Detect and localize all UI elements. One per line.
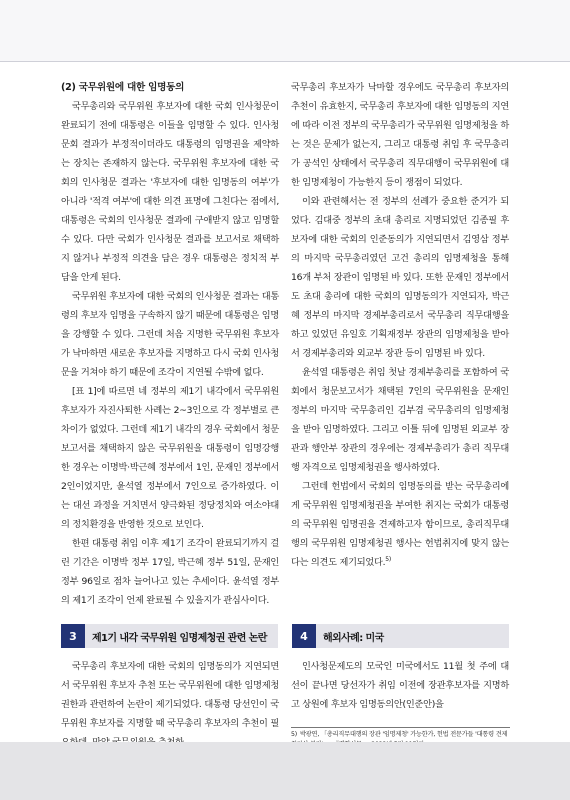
paragraph: 국무총리와 국무위원 후보자에 대한 국회 인사청문이 완료되기 전에 대통령은 이들을 임명할 수 있다. 인사청문회 결과가 부정적이더라도 대통령의 임명권을 제약하는 장치는 존재하지 않는다. 국무위원 후보자에 대한 국회의 인사청문 결과는 '후보자에 대한 임명동의 여부'가 아니라 '적격 여부'에 대한 의견 표명에 그친다는 점에서, 대통령은 국회의 인사청문 결과에 구애받지 않고 임명할 수 있다. 다만 국회가 인사청문 결과를 보고서로 채택하지 않거나 부정적 의견을 담은 경우 대통령은 정치적 부담을 안게 된다. bbox=[61, 101, 279, 283]
subsection-title: (2) 국무위원에 대한 임명동의 bbox=[61, 82, 185, 93]
footnote-divider bbox=[291, 727, 510, 728]
section-4-body bbox=[291, 657, 509, 714]
paragraph: 국무위원 후보자에 대한 국회의 인사청문 결과는 대통령의 후보자 임명을 구속하지 않기 때문에 대통령은 임명을 강행할 수 있다. 그런데 처음 지명한 국무위원 후보자가 낙마하면 새로운 후보자를 지명하고 다시 국회 인사청문을 거쳐야 하기 때문에 조각이 지연될 수밖에 없다. bbox=[61, 291, 279, 378]
footnote-text: 박광연, 「총리직무대행의 장관 '임명제청' 가능한가, 헌법 전문가들 '대통령 견제 bbox=[300, 731, 508, 738]
right-column bbox=[291, 78, 509, 572]
header-divider bbox=[0, 61, 570, 62]
page-header-band bbox=[0, 0, 570, 62]
section-3-heading bbox=[61, 624, 278, 648]
paragraph: 인사청문제도의 모국인 미국에서도 11월 첫 주에 대선이 끝나면 당선자가 취임 이전에 장관후보자를 지명하고 상원에 후보자 임명동의안(인준안)을 bbox=[291, 661, 509, 710]
paragraph: [표 1]에 따르면 네 정부의 제1기 내각에서 국무위원 후보자가 자진사퇴한 사례는 2~3인으로 각 정부별로 큰 차이가 없었다. 그런데 제1기 내각의 경우 국회에서 청문보고서를 채택하지 않은 국무위원을 대통령이 임명강행한 경우는 이명박·박근혜 정부에서 1인, 문재인 정부에서 2인이었지만, 윤석열 정부에서 7인으로 증가하였다. 이는 대선 과정을 거치면서 양극화된 정당정치와 여소야대의 정치환경을 반영한 것으로 보인다. bbox=[61, 386, 279, 530]
left-column bbox=[61, 78, 279, 610]
paragraph: 한편 대통령 취임 이후 제1기 조각이 완료되기까지 걸린 기간은 이명박 정부 17일, 박근혜 정부 51일, 문재인 정부 96일로 점차 늘어나고 있는 추세이다. 윤석열 정부의 제1기 조각이 언제 완료될 수 있을지가 관심사이다. bbox=[61, 538, 279, 606]
paragraph: 국무총리 후보자가 낙마할 경우에도 국무총리 후보자의 추천이 유효한지, 국무총리 후보자에 대한 임명동의 지연에 따라 이전 정부의 국무총리가 국무위원 임명제청을 하는 것은 문제가 없는지, 그리고 대통령 취임 후 국무총리가 공석인 상태에서 국무총리 직무대행이 국무위원에 대한 임명제청이 가능한지 등이 쟁점이 되었다. bbox=[291, 82, 509, 188]
paragraph: 국무총리 후보자에 대한 국회의 임명동의가 지연되면서 국무위원 후보자 추천 또는 국무위원에 대한 임명제청 권한과 관련하여 논란이 제기되었다. 대통령 당선인이 국무위원 후보자를 지명할 때 국무총리 후보자의 추천이 필 bbox=[61, 661, 279, 729]
paragraph: 이와 관련해서는 전 정부의 선례가 중요한 준거가 되었다. 김대중 정부의 초대 총리로 지명되었던 김종필 후보자에 대한 국회의 인준동의가 지연되면서 김영삼 정부의 마지막 국무총리였던 고건 총리의 임명제청을 통해 16개 부처 장관이 임명된 바 있다. 또한 문재인 정부에서도 초대 총리에 대한 국회의 임명동의가 지연되자, 박근혜 정부의 마지막 경제부총리로서 국무총리 직무대행을 하고 있었던 유일호 기획재정부 장관의 임명제청을 받아서 경제부총리와 외교부 장관 등이 임명된 바 있다. bbox=[291, 196, 509, 359]
paragraph-with-footnote bbox=[291, 477, 509, 572]
section-title: 제1기 내각 국무위원 임명제청권 관련 논란 bbox=[92, 632, 267, 644]
section-3-body bbox=[61, 657, 279, 752]
paragraph: 윤석열 대통령은 취임 첫날 경제부총리를 포함하여 국회에서 청문보고서가 채택된 7인의 국무위원을 문재인 정부의 마지막 국무총리인 김부겸 국무총리의 임명제청을 받아 임명하였다. 그리고 이틀 뒤에 임명된 외교부 장관과 행안부 장관의 경우에는 경제부총리가 총리 직무대행 자격으로 임명제청권을 행사하였다. bbox=[291, 367, 509, 473]
footnote-number: 5) bbox=[291, 731, 297, 738]
section-number: 3 bbox=[61, 624, 85, 648]
paragraph-text: 그런데 헌법에서 국회의 임명동의를 받는 국무총리에게 국무위원 임명제청권을 부여한 취지는 국회가 대통령의 국무위원 임명권을 견제하고자 함이므로, 총리직무대행의 국무위원 임명제청권 행사는 헌법취지에 맞지 않는다는 의견도 제기되었다. bbox=[291, 481, 509, 568]
section-title: 해외사례: 미국 bbox=[323, 632, 384, 644]
page-footer-band bbox=[0, 742, 570, 800]
section-number: 4 bbox=[292, 624, 316, 648]
section-4-heading bbox=[292, 624, 509, 648]
footnote-ref[interactable]: 5) bbox=[385, 555, 391, 563]
